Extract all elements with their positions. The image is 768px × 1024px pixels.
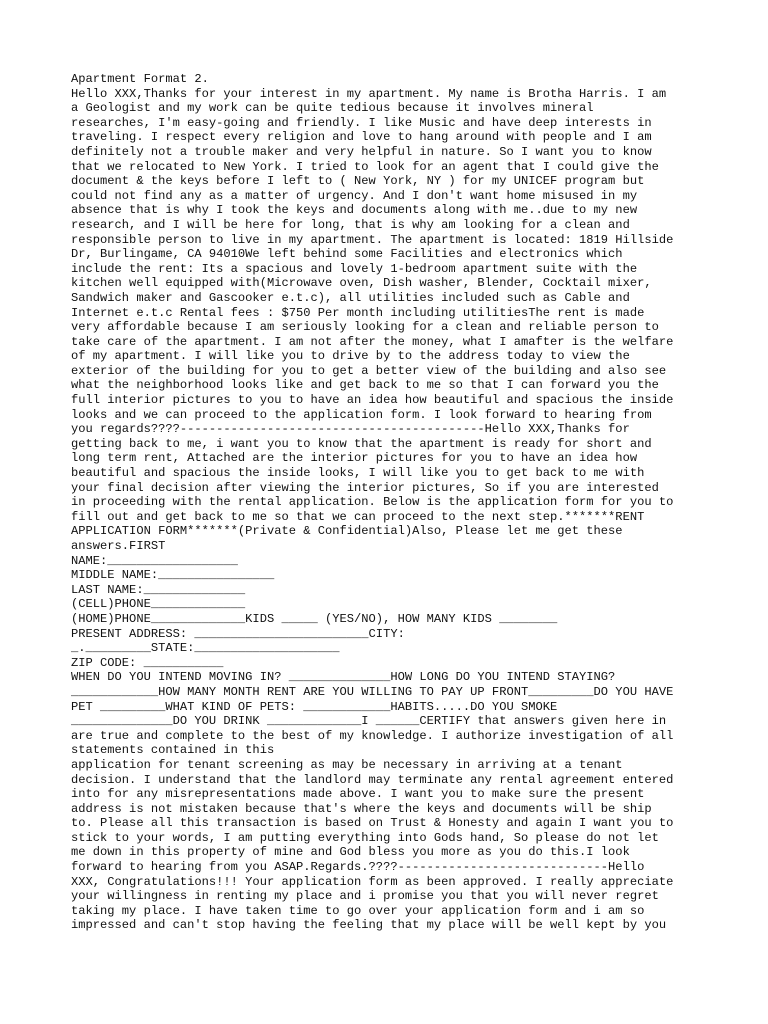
text-line: Dr, Burlingame, CA 94010We left behind some Facilities and electronics which <box>71 247 623 262</box>
text-line: (HOME)PHONE_____________KIDS _____ (YES/NO), HOW MANY KIDS ________ <box>71 611 558 626</box>
text-line: answers.FIRST <box>71 539 166 553</box>
document-body <box>71 72 711 933</box>
text-line: application for tenant screening as may be necessary in arriving at a tenant <box>71 757 623 772</box>
text-line: responsible person to live in my apartment. The apartment is located: 1819 Hillside <box>71 232 674 247</box>
text-line: your willingness in renting my place and i promise you that you will never regret <box>71 889 659 904</box>
text-line: LAST NAME:______________ <box>71 582 246 597</box>
text-line: _._________STATE:____________________ <box>71 641 340 656</box>
text-line: taking my place. I have taken time to go over your application form and i am so <box>71 903 645 918</box>
text-line: in proceeding with the rental application. Below is the application form for you to <box>71 495 674 510</box>
text-line: include the rent: Its a spacious and lovely 1-bedroom apartment suite with the <box>71 261 638 276</box>
text-line: Internet e.t.c Rental fees : $750 Per month including utilitiesThe rent is made <box>71 305 645 320</box>
text-line: forward to hearing from you ASAP.Regards.????-----------------------------Hello <box>71 860 645 875</box>
text-line: fill out and get back to me so that we can proceed to the next step.*******RENT <box>71 509 645 524</box>
text-line: ZIP CODE: ___________ <box>71 655 224 670</box>
text-line: APPLICATION FORM*******(Private & Confidential)Also, Please let me get these <box>71 524 623 539</box>
text-line: (CELL)PHONE_____________ <box>71 597 246 612</box>
text-line: decision. I understand that the landlord may terminate any rental agreement entered <box>71 772 674 787</box>
text-line: traveling. I respect every religion and love to hang around with people and I am <box>71 130 652 145</box>
text-line: address is not mistaken because that's where the keys and documents will be ship <box>71 801 652 816</box>
text-line: you regards????------------------------------------------Hello XXX,Thanks for <box>71 422 630 437</box>
text-line: are true and complete to the best of my knowledge. I authorize investigation of all <box>71 728 674 743</box>
text-line: kitchen well equipped with(Microwave oven, Dish washer, Blender, Cocktail mixer, <box>71 276 652 291</box>
text-line: could not find any as a matter of urgency. And I don't want home misused in my <box>71 188 638 203</box>
text-line: researches, I'm easy-going and friendly. I like Music and have deep interests in <box>71 115 652 130</box>
text-line: ____________HOW MANY MONTH RENT ARE YOU WILLING TO PAY UP FRONT_________DO YOU HAVE <box>71 684 674 699</box>
text-line: looks and we can proceed to the application form. I look forward to hearing from <box>71 407 652 422</box>
text-line: XXX, Congratulations!!! Your application form as been approved. I really appreciate <box>71 874 674 889</box>
text-line: to. Please all this transaction is based on Trust & Honesty and again I want you to <box>71 816 674 831</box>
text-line: a Geologist and my work can be quite tedious because it involves mineral <box>71 101 594 116</box>
text-line: what the neighborhood looks like and get back to me so that I can forward you the <box>71 378 659 393</box>
text-line: full interior pictures to you to have an idea how beautiful and spacious the inside <box>71 393 674 408</box>
text-line: Apartment Format 2. <box>71 72 209 86</box>
text-line: your final decision after viewing the interior pictures, So if you are interested <box>71 480 659 495</box>
text-line: of my apartment. I will like you to drive by to the address today to view the <box>71 349 630 364</box>
text-line: impressed and can't stop having the feeling that my place will be well kept by you <box>71 918 667 933</box>
text-line: getting back to me, i want you to know that the apartment is ready for short and <box>71 436 652 451</box>
text-line: research, and I will be here for long, that is why am looking for a clean and <box>71 217 630 232</box>
text-line: into for any misrepresentations made above. I want you to make sure the present <box>71 787 645 802</box>
text-line: that we relocated to New York. I tried to look for an agent that I could give the <box>71 159 659 174</box>
text-line: take care of the apartment. I am not after the money, what I amafter is the welfare <box>71 334 674 349</box>
text-line: NAME:__________________ <box>71 553 238 568</box>
text-line: absence that is why I took the keys and documents along with me..due to my new <box>71 203 638 218</box>
text-line: ______________DO YOU DRINK _____________I ______CERTIFY that answers given here in <box>71 714 667 729</box>
text-line: document & the keys before I left to ( New York, NY ) for my UNICEF program but <box>71 174 645 189</box>
text-line: PRESENT ADDRESS: ________________________CITY: <box>71 626 405 641</box>
text-line: very affordable because I am seriously looking for a clean and reliable person to <box>71 320 659 335</box>
text-line: PET _________WHAT KIND OF PETS: ____________HABITS.....DO YOU SMOKE <box>71 699 558 714</box>
text-line: stick to your words, I am putting everything into Gods hand, So please do not let <box>71 830 659 845</box>
text-line: Sandwich maker and Gascooker e.t.c), all utilities included such as Cable and <box>71 290 630 305</box>
text-line: beautiful and spacious the inside looks, I will like you to get back to me with <box>71 466 645 481</box>
text-line: me down in this property of mine and God bless you more as you do this.I look <box>71 845 630 860</box>
text-line: long term rent, Attached are the interior pictures for you to have an idea how <box>71 451 638 466</box>
text-line: exterior of the building for you to get a better view of the building and also see <box>71 363 667 378</box>
text-line: Hello XXX,Thanks for your interest in my apartment. My name is Brotha Harris. I am <box>71 86 667 101</box>
text-line: WHEN DO YOU INTEND MOVING IN? ______________HOW LONG DO YOU INTEND STAYING? <box>71 670 616 685</box>
text-line: definitely not a trouble maker and very helpful in nature. So I want you to know <box>71 144 652 159</box>
text-line: MIDDLE NAME:________________ <box>71 568 275 583</box>
text-line: statements contained in this <box>71 743 275 758</box>
